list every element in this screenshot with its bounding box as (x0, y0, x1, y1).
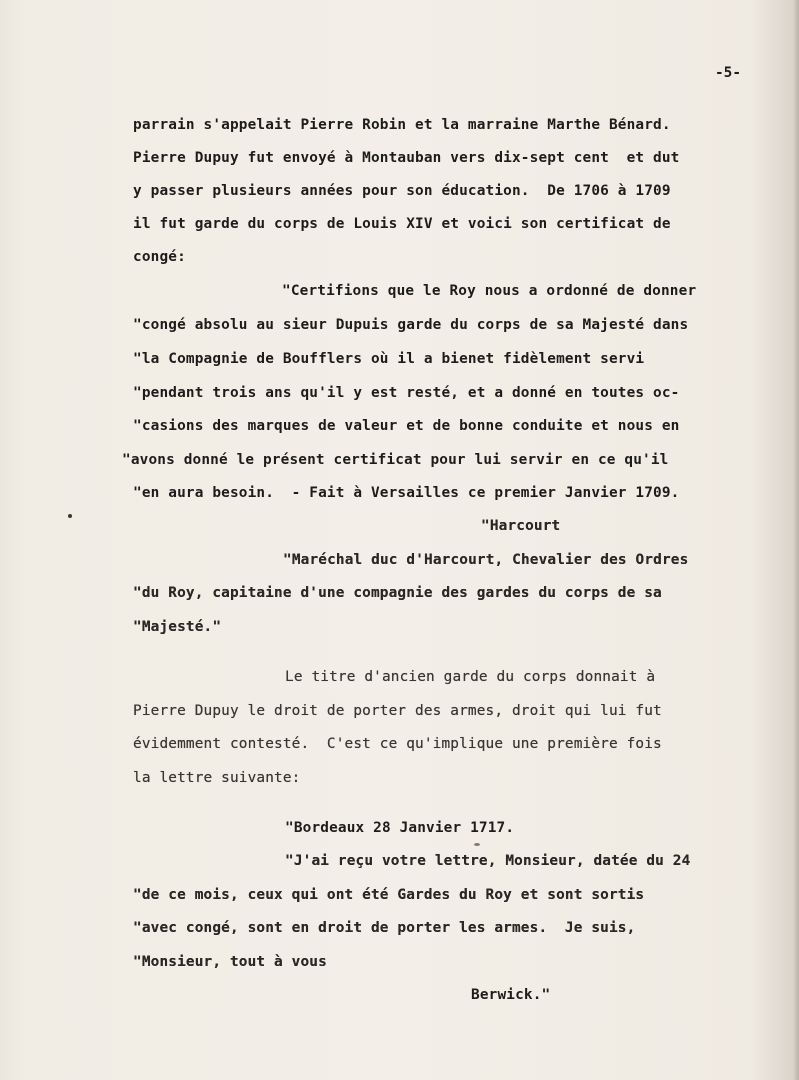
paper-stain (474, 843, 480, 846)
letter-signature: Berwick." (471, 987, 551, 1003)
page-number: -5- (715, 65, 741, 81)
text-line: Pierre Dupuy le droit de porter des armes, droit qui lui fut (133, 703, 662, 719)
paper-edge-shadow (793, 0, 799, 1080)
signature-line: "Harcourt (481, 518, 561, 534)
text-line: il fut garde du corps de Louis XIV et voici son certificat de (133, 216, 671, 232)
quote-line: "du Roy, capitaine d'une compagnie des gardes du corps de sa (133, 585, 662, 601)
letter-date: "Bordeaux 28 Janvier 1717. (285, 820, 515, 836)
quote-line: "casions des marques de valeur et de bonne conduite et nous en (133, 418, 680, 434)
quote-line: "congé absolu au sieur Dupuis garde du corps de sa Majesté dans (133, 317, 689, 333)
quote-line: "Certifions que le Roy nous a ordonné de donner (282, 283, 697, 299)
letter-line: "de ce mois, ceux qui ont été Gardes du Roy et sont sortis (133, 887, 645, 903)
paper-mark (68, 514, 72, 518)
text-line: congé: (133, 249, 186, 265)
quote-line: "la Compagnie de Boufflers où il a bienet fidèlement servi (133, 351, 645, 367)
text-line: parrain s'appelait Pierre Robin et la marraine Marthe Bénard. (133, 117, 671, 133)
quote-line: "Maréchal duc d'Harcourt, Chevalier des Ordres (283, 552, 689, 568)
quote-line: "Majesté." (133, 619, 222, 635)
quote-line: "avons donné le présent certificat pour lui servir en ce qu'il (122, 452, 669, 468)
text-line: y passer plusieurs années pour son éducation. De 1706 à 1709 (133, 183, 671, 199)
text-line: la lettre suivante: (133, 770, 301, 786)
letter-line: "J'ai reçu votre lettre, Monsieur, datée du 24 (285, 853, 691, 869)
letter-line: "Monsieur, tout à vous (133, 954, 327, 970)
text-line: Pierre Dupuy fut envoyé à Montauban vers dix-sept cent et dut (133, 150, 680, 166)
text-line: évidemment contesté. C'est ce qu'implique une première fois (133, 736, 662, 752)
quote-line: "en aura besoin. - Fait à Versailles ce premier Janvier 1709. (133, 485, 680, 501)
quote-line: "pendant trois ans qu'il y est resté, et a donné en toutes oc- (133, 385, 680, 401)
text-line: Le titre d'ancien garde du corps donnait à (285, 669, 656, 685)
letter-line: "avec congé, sont en droit de porter les armes. Je suis, (133, 920, 636, 936)
